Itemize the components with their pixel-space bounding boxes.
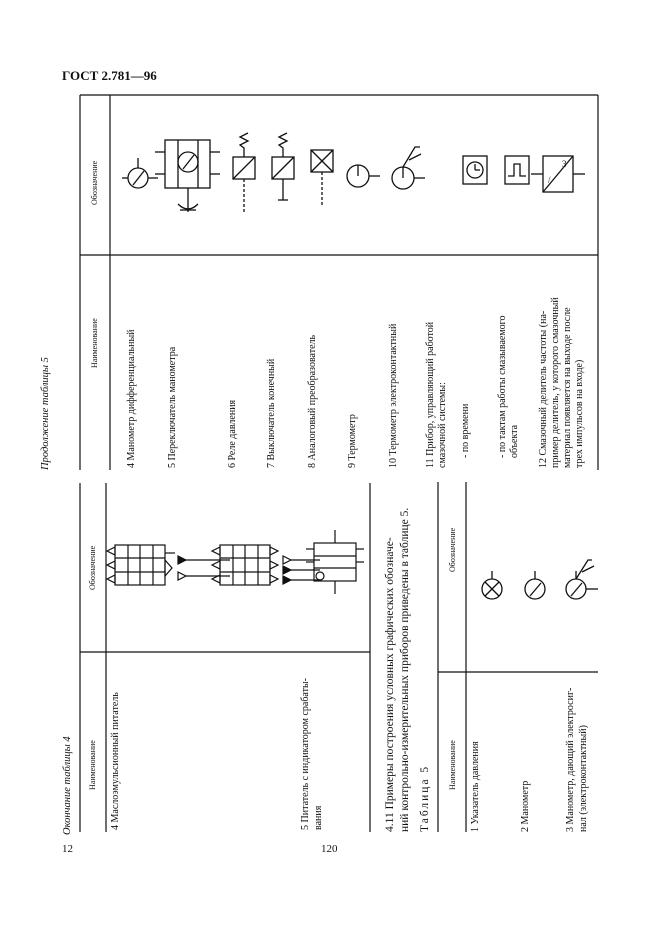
table4-caption: Окончание таблицы 4 [62,736,73,835]
table4-row-5-line2: вания [313,805,324,830]
table5-title: Таблица 5 [419,764,431,832]
table5-row-10: 10 Термометр электроконтактный [388,323,399,468]
table5-row-5: 5 Переключатель манометра [167,346,178,468]
table4-col-symbol: Обозначение [88,545,97,590]
document-title: ГОСТ 2.781—96 [62,68,157,83]
table5-continued-col-symbol: Обозначение [90,160,99,205]
table5-row-11-line1: 11 Прибор, управляющий работой [425,321,436,468]
table4-row-4: 4 Маслоэмульсионный питатель [110,692,121,830]
svg-text:3: 3 [562,159,567,169]
table5-row-11-sub1: - по времени [460,403,471,458]
table5-row-7: 7 Выключатель конечный [266,358,277,468]
table5-row-8: 8 Аналоговый преобразователь [307,334,318,468]
table5-row-3-line1: 3 Манометр, дающий электросиг- [565,687,576,832]
paragraph-4-11-line2: ний контрольно-измерительных приборов приведены в таблице 5. [399,507,411,832]
table5-continued-col-name: Наименование [90,318,99,368]
table5-row-2: 2 Манометр [520,780,531,832]
table5-row-12-line1: 12 Смазочный делитель частоты (на- [538,310,549,468]
svg-text:/: / [548,175,551,185]
table5-row-11-sub2a: - по тактам работы смазываемого [497,315,508,458]
table5-row-12-line3: материал появляется на выходе после [562,307,573,468]
center-page-number: 120 [321,843,338,855]
table5-col-symbol: Обозначение [448,527,457,572]
page-number: 12 [62,843,73,855]
table5-continued-caption: Продолжение таблицы 5 [40,357,51,470]
table5-row-3-line2: нал (электроконтактный) [578,725,589,832]
table5-row-11-sub2b: объекта [509,424,520,458]
table5-row-12-line2: пример делитель, у которого смазочный [550,297,561,468]
table4-row-5-line1: 5 Питатель с индикатором срабаты- [300,677,311,830]
table5-row-12-line4: трех импульсов на входе) [574,359,585,468]
paragraph-4-11-line1: 4.11 Примеры построения условных графических обозначе- [384,537,396,832]
table4-col-name: Наименование [88,740,97,790]
table5-row-9: 9 Термометр [347,414,358,468]
table5-row-1: 1 Указатель давления [470,741,481,832]
table5-row-6: 6 Реле давления [227,399,238,468]
table5-col-name: Наименование [448,740,457,790]
table5-row-11-line2: смазочной системы: [437,382,448,468]
table5-row-4: 4 Манометр дифференциальный [126,329,137,468]
